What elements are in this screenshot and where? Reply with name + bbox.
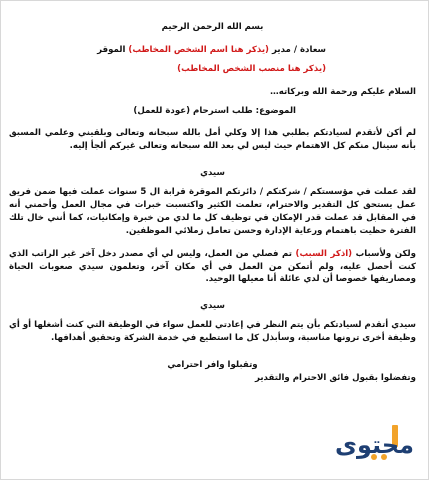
closing-1: وتقبلوا وافر احترامي: [167, 360, 258, 371]
recipient-position: (يذكر هنا منصب الشخص المخاطب): [177, 63, 326, 74]
paragraph-3-reason: (اذكر السبب): [295, 248, 353, 259]
paragraph-2: لقد عملت في مؤسستكم / شركتكم / دائرتكم الموقرة قرابة ال 5 سنوات عملت فيها ضمن فريق عمل يستحق كل التقدير والاحترام، تعلمت الكثير واكتسبت خبرات في مجال العمل وأحمني أنه في المقابل قد عملت قدر الإمكان في توظيف كل ما لدي من خبرة وإمكانيات، كما أنني خال تلك الفترة حظيت باهتمام ورعاية الإدارة وحسن تعامل زملائي الموظفين.: [9, 187, 416, 236]
recipient-name: (يذكر هنا اسم الشخص المخاطب): [128, 44, 269, 55]
subject-line: الموضوع: طلب استرحام (عودة للعمل): [133, 105, 296, 116]
paragraph-3-start: ولكن ولأسباب: [355, 248, 417, 259]
paragraph-4: سيدي أتقدم لسيادتكم بأن يتم النظر في إعادتي للعمل سواء في الوظيفة التي كنت أشغلها أو أي وظيفة أخرى ترونها مناسبة، وسأبذل كل ما استطيع في خدمة الشركة وتحقيق أهدافها.: [9, 320, 416, 344]
salutation-2: سيدي: [200, 301, 225, 312]
recipient-prefix: سعادة / مدير: [272, 44, 326, 55]
basmala: بسم الله الرحمن الرحيم: [161, 22, 264, 32]
paragraph-1: لم أكن لأتقدم لسيادتكم بطلبي هذا إلا وكلي أمل بالله سبحانه وتعالى وبلقيني وعلمي المسبق بأنه سينال منكم كل الاهتمام حيث ليس لي بعد الله سبحانه وتعالى غيركم ألجأ إليه.: [9, 128, 416, 152]
recipient-line: [9, 44, 416, 57]
closing-2: وتفضلوا بقبول فائق الاحترام والتقدير: [254, 372, 416, 383]
salutation-1: سيدي: [200, 168, 225, 179]
greeting: السلام عليكم ورحمة الله وبركاته…: [270, 86, 416, 97]
request-letter: [9, 21, 416, 385]
paragraph-3-rest: تم فصلي من العمل، وليس لي أي مصدر دخل آخر غير الراتب الذي كنت أحصل عليه، ولم أتمكن من العمل في أي مكان آخر، وتعلمون سيدي صعوبات الحياة ومصاريفها خصوصا أن لدي عائلة أنا معيلها الوحيد.: [9, 248, 416, 285]
paragraph-3: [9, 248, 416, 287]
site-logo-text: محتوى: [335, 431, 414, 459]
recipient-suffix: الموقر: [97, 44, 126, 55]
